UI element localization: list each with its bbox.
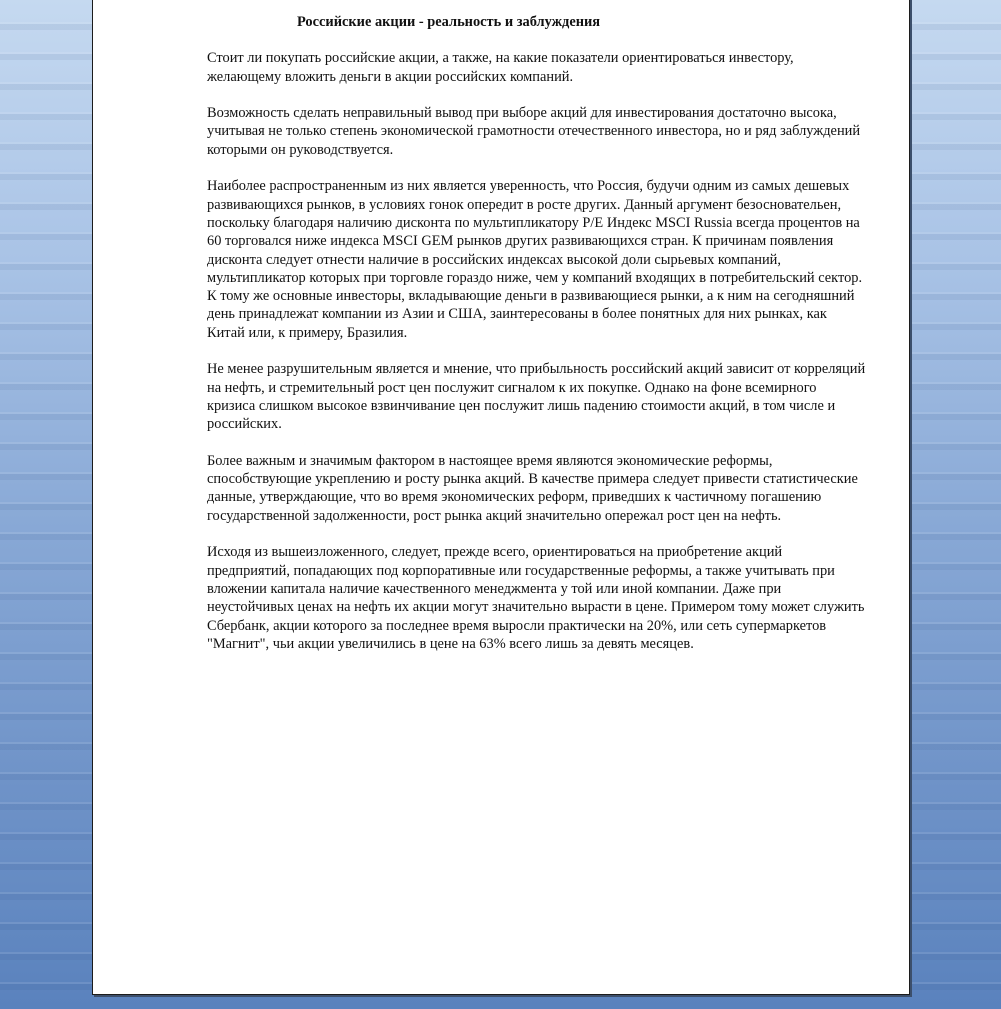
paragraph-4: Не менее разрушительным является и мнение, что прибыльность российский акций зависит от корреляций на нефть, и стремительный рост цен послужит сигналом к их покупке. Однако на фоне всемирного кризиса слишком высокое взвинчивание цен послужит лишь падению стоимости акций, в том числе и российских. — [207, 361, 866, 433]
paragraph-1: Стоит ли покупать российские акции, а также, на какие показатели ориентироваться инвестору, желающему вложить деньги в акции российских компаний. — [207, 50, 794, 85]
paragraph-5: Более важным и значимым фактором в настоящее время являются экономические реформы, способствующие укреплению и росту рынка акций. В качестве примера следует привести статистические данные, утверждающие, что во время экономических реформ, приведших к частичному погашению государственной задолженности, рост рынка акций значительно опережал рост цен на нефть. — [207, 452, 858, 524]
paragraph-2: Возможность сделать неправильный вывод при выборе акций для инвестирования достаточно высока, учитывая не только степень экономической грамотности отечественного инвестора, но и ряд заблуждений которыми он руководствуется. — [207, 105, 861, 158]
document-content[interactable] — [207, 13, 867, 671]
document-page[interactable] — [92, 0, 910, 995]
paragraph-3: Наиболее распространенным из них является уверенность, что Россия, будучи одним из самых дешевых развивающихся рынков, в условиях гонок опередит в росте других. Данный аргумент безосновательен, поскольку благодаря наличию дисконта по мультипликатору P/E Индекс MSCI Russia всегда процентов на 60 торговался ниже индекса MSCI GEM рынков других развивающихся стран. К причинам появления дисконта следует отнести наличие в российских индексах высокой доли сырьевых компаний, мультипликатор которых при торговле гораздо ниже, чем у компаний входящих в потребительский сектор. К тому же основные инвесторы, вкладывающие деньги в развивающиеся рынки, а к ним на сегодняшний день принадлежат компании из Азии и США, заинтересованы в более понятных для них рынках, как Китай или, к примеру, Бразилия. — [207, 178, 863, 341]
document-title: Российские акции - реальность и заблуждения — [297, 14, 601, 30]
paragraph-6: Исходя из вышеизложенного, следует, прежде всего, ориентироваться на приобретение акций предприятий, попадающих под корпоративные или государственные реформы, а также учитывать при вложении капитала наличие качественного менеджмента у той или иной компании. Даже при неустойчивых ценах на нефть их акции могут значительно вырасти в цене. Примером тому может служить Сбербанк, акции которого за последнее время выросли практически на 20%, или сеть супермаркетов "Магнит", чьи акции увеличились в цене на 63% всего лишь за девять месяцев. — [207, 544, 865, 652]
